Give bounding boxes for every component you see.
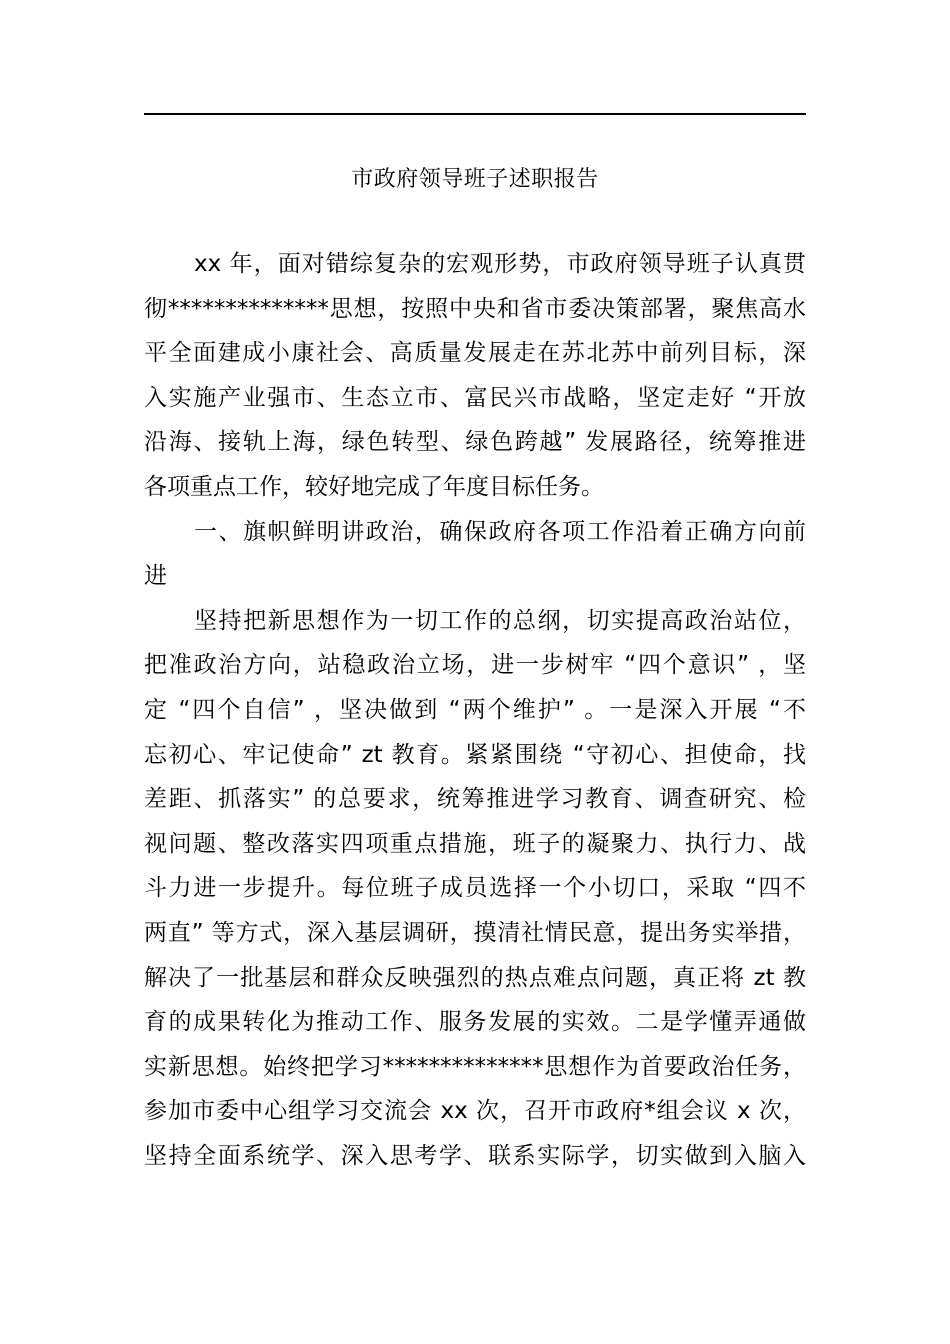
- body-line: 坚持把新思想作为一切工作的总纲，切实提高政治站位，: [194, 607, 806, 634]
- body-line: 各项重点工作，较好地完成了年度目标任务。: [144, 473, 604, 500]
- header-rule: [144, 113, 806, 115]
- body-line: 参加市委中心组学习交流会 xx 次，召开市政府*组会议 x 次，: [144, 1098, 807, 1125]
- body-line: 彻**************思想，按照中央和省市委决策部署，聚焦高水: [144, 295, 806, 322]
- body-line: 解决了一批基层和群众反映强烈的热点难点问题，真正将 zt 教: [144, 964, 806, 991]
- body-line: 入实施产业强市、生态立市、富民兴市战略，坚定走好 “开放: [144, 384, 806, 411]
- body-line: 坚持全面系统学、深入思考学、联系实际学，切实做到入脑入: [144, 1142, 806, 1169]
- page-title: 市政府领导班子述职报告: [351, 167, 599, 192]
- section-heading: 一、旗帜鲜明讲政治，确保政府各项工作沿着正确方向前: [194, 518, 806, 545]
- body-line: 育的成果转化为推动工作、服务发展的实效。二是学懂弄通做: [144, 1009, 806, 1036]
- body-line: 斗力进一步提升。每位班子成员选择一个小切口，采取 “四不: [144, 875, 806, 902]
- document-body: [144, 242, 806, 1178]
- body-line: 平全面建成小康社会、高质量发展走在苏北苏中前列目标，深: [144, 340, 806, 367]
- body-line: 视问题、整改落实四项重点措施，班子的凝聚力、执行力、战: [144, 830, 806, 857]
- body-line: 两直” 等方式，深入基层调研，摸清社情民意，提出务实举措，: [144, 919, 806, 946]
- section-heading-continuation: 进: [144, 563, 167, 590]
- body-line: xx 年，面对错综复杂的宏观形势，市政府领导班子认真贯: [194, 251, 806, 277]
- body-line: 把准政治方向，站稳政治立场，进一步树牢 “四个意识” ，坚: [144, 652, 806, 679]
- body-line: 定 “四个自信” ，坚决做到 “两个维护” 。一是深入开展 “不: [144, 696, 806, 723]
- body-line: 差距、抓落实” 的总要求，统筹推进学习教育、调查研究、检: [144, 786, 806, 813]
- body-line: 实新思想。始终把学习**************思想作为首要政治任务，: [144, 1053, 806, 1080]
- body-line: 沿海、接轨上海，绿色转型、绿色跨越” 发展路径，统筹推进: [144, 429, 806, 456]
- body-line: 忘初心、牢记使命” zt 教育。紧紧围绕 “守初心、担使命，找: [144, 741, 806, 768]
